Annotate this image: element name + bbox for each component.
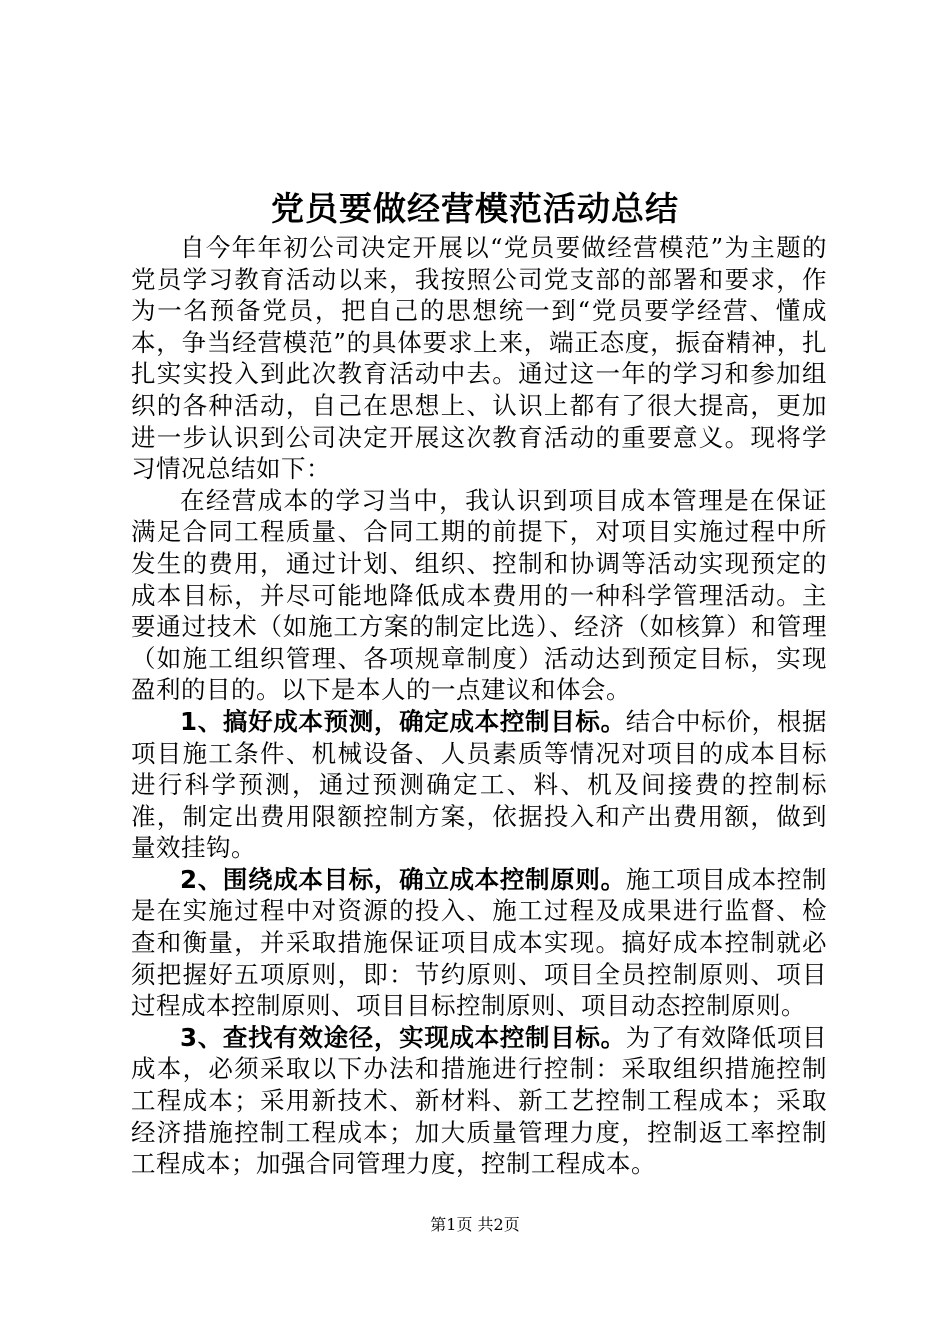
page-footer: 第1页 共2页 (430, 1215, 520, 1234)
point-text-3: 为了有效降低项目成本，必须采取以下办法和措施进行控制：采取组织措施控制工程成本；采用新技术、新材料、新工艺控制工程成本；采取经济措施控制工程成本；加大质量管理力度，控制返工率控制工程成本；加强合同管理力度，控制工程成本。 (131, 1022, 828, 1179)
point-text-2: 施工项目成本控制是在实施过程中对资源的投入、施工过程及成果进行监督、检查和衡量，并采取措施保证项目成本实现。搞好成本控制就必须把握好五项原则，即：节约原则、项目全员控制原则、项目过程成本控制原则、项目目标控制原则、项目动态控制原则。 (131, 864, 828, 1021)
point-heading-3: 3、查找有效途径，实现成本控制目标。 (180, 1022, 626, 1052)
document-body (131, 232, 827, 1180)
cost-study-paragraph: 在经营成本的学习当中，我认识到项目成本管理是在保证满足合同工程质量、合同工期的前提下，对项目实施过程中所发生的费用，通过计划、组织、控制和协调等活动实现预定的成本目标，并尽可能地降低成本费用的一种科学管理活动。主要通过技术（如施工方案的制定比选）、经济（如核算）和管理（如施工组织管理、各项规章制度）活动达到预定目标，实现盈利的目的。以下是本人的一点建议和体会。 (131, 485, 827, 705)
point-paragraph-1 (131, 706, 827, 864)
document-title: 党员要做经营模范活动总结 (271, 189, 679, 228)
point-paragraph-2 (131, 864, 827, 1022)
intro-paragraph: 自今年年初公司决定开展以“党员要做经营模范”为主题的党员学习教育活动以来，我按照公司党支部的部署和要求，作为一名预备党员，把自己的思想统一到“党员要学经营、懂成本，争当经营模范”的具体要求上来，端正态度，振奋精神，扎扎实实投入到此次教育活动中去。通过这一年的学习和参加组织的各种活动，自己在思想上、认识上都有了很大提高，更加进一步认识到公司决定开展这次教育活动的重要意义。现将学习情况总结如下： (131, 233, 827, 484)
point-text-1: 结合中标价，根据项目施工条件、机械设备、人员素质等情况对项目的成本目标进行科学预测，通过预测确定工、料、机及间接费的控制标准，制定出费用限额控制方案，依据投入和产出费用额，做到量效挂钩。 (131, 706, 828, 863)
point-heading-2: 2、围绕成本目标，确立成本控制原则。 (180, 864, 626, 894)
point-paragraph-3 (131, 1022, 827, 1180)
point-heading-1: 1、搞好成本预测，确定成本控制目标。 (180, 706, 626, 736)
